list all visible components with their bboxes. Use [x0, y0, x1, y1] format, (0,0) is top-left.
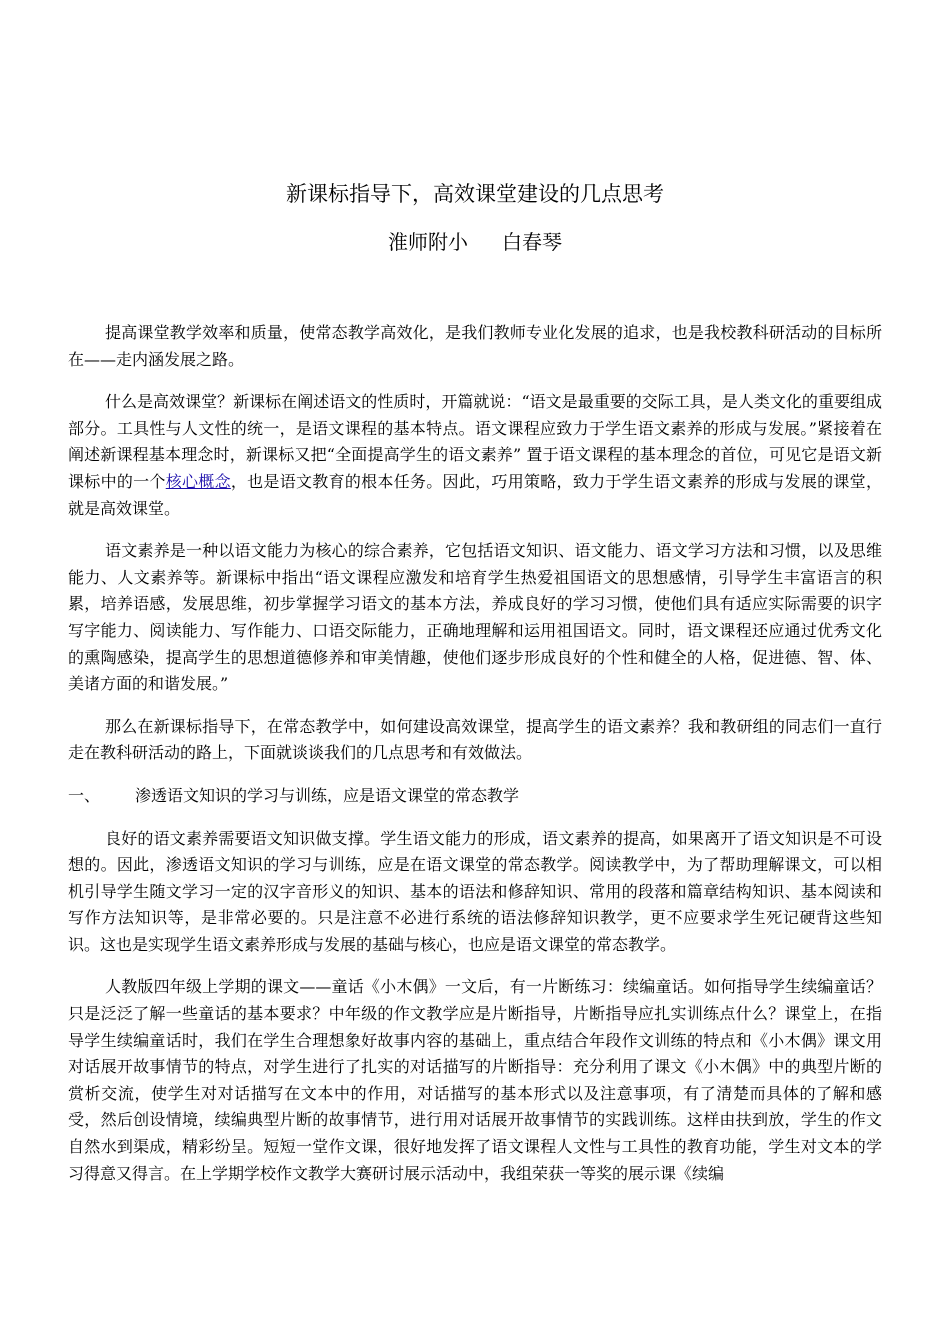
- paragraph-definition: [68, 389, 882, 522]
- paragraph-text: ，也是语文教育的根本任务。因此，巧用策略，致力于学生语文素养的形成与发展的课堂，就是高效课堂。: [68, 471, 882, 518]
- paragraph-intro: 提高课堂教学效率和质量，使常态教学高效化，是我们教师专业化发展的追求，也是我校教科研活动的目标所在——走内涵发展之路。: [68, 323, 882, 369]
- document-title: 新课标指导下，高效课堂建设的几点思考: [286, 182, 664, 206]
- paragraph-text: 什么是高效课堂？新课标在阐述语文的性质时，开篇就说：“语文是最重要的交际工具，是人类文化的重要组成部分。工具性与人文性的统一，是语文课程的基本特点。语文课程应致力于学生语文素养的形成与发展。”紧接着在阐述新课程基本理念时，新课标又把“全面提高学生的语文素养” 置于语文课程的基本理念的首位，可见它是语文新课标中的一个: [68, 392, 882, 491]
- paragraph-example: 人教版四年级上学期的课文——童话《小木偶》一文后，有一片断练习：续编童话。如何指导学生续编童话？只是泛泛了解一些童话的基本要求？中年级的作文教学应是片断指导，片断指导应扎实训练点什么？课堂上，在指导学生续编童话时，我们在学生合理想象好故事内容的基础上，重点结合年段作文训练的特点和《小木偶》课文用对话展开故事情节的特点，对学生进行了扎实的对话描写的片断指导：充分利用了课文《小木偶》中的典型片断的赏析交流，使学生对对话描写在文本中的作用，对话描写的基本形式以及注意事项，有了清楚而具体的了解和感受，然后创设情境，续编典型片断的故事情节，进行用对话展开故事情节的实践训练。这样由扶到放，学生的作文自然水到渠成，精彩纷呈。短短一堂作文课，很好地发挥了语文课程人文性与工具性的教育功能，学生对文本的学习得意又得言。在上学期学校作文教学大赛研讨展示活动中，我组荣获一等奖的展示课《续编: [68, 977, 882, 1183]
- author-line: [0, 227, 950, 257]
- core-concept-link[interactable]: 核心概念: [165, 471, 231, 491]
- paragraph-transition: 那么在新课标指导下，在常态教学中，如何建设高效课堂，提高学生的语文素养？我和教研组的同志们一直行走在教科研活动的路上，下面就谈谈我们的几点思考和有效做法。: [68, 716, 882, 763]
- paragraph-knowledge: 良好的语文素养需要语文知识做支撑。学生语文能力的形成，语文素养的提高，如果离开了语文知识是不可设想的。因此，渗透语文知识的学习与训练，应是在语文课堂的常态教学。阅读教学中，为了帮助理解课文，可以相机引导学生随文学习一定的汉字音形义的知识、基本的语法和修辞知识、常用的段落和篇章结构知识、基本阅读和写作方法知识等，是非常必要的。只是注意不必进行系统的语法修辞知识教学，更不应要求学生死记硬背这些知识。这也是实现学生语文素养形成与发展的基础与核心，也应是语文课堂的常态教学。: [68, 828, 882, 954]
- author-name: 白春琴: [502, 230, 562, 254]
- section-title: 渗透语文知识的学习与训练，应是语文课堂的常态教学: [135, 785, 520, 805]
- section-number: 一、: [68, 785, 101, 805]
- author-school: 淮师附小: [388, 230, 468, 254]
- document-body: [68, 320, 882, 1203]
- paragraph-literacy: 语文素养是一种以语文能力为核心的综合素养，它包括语文知识、语文能力、语文学习方法和习惯，以及思维能力、人文素养等。新课标中指出“语文课程应激发和培育学生热爱祖国语文的思想感情，引导学生丰富语言的积累，培养语感，发展思维，初步掌握学习语文的基本方法，养成良好的学习习惯，使他们具有适应实际需要的识字写字能力、阅读能力、写作能力、口语交际能力，正确地理解和运用祖国语文。同时，语文课程还应通过优秀文化的熏陶感染，提高学生的思想道德修养和审美情趣，使他们逐步形成良好的个性和健全的人格，促进德、智、体、美诸方面的和谐发展。”: [68, 541, 882, 694]
- section-heading: [68, 783, 882, 810]
